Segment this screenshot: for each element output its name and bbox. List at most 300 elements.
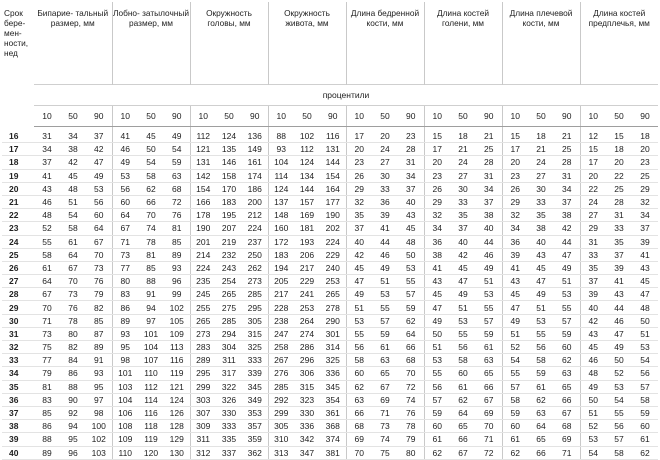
value-cell: 41: [34, 169, 60, 182]
value-cell: 79: [398, 433, 424, 446]
value-cell: 57: [502, 380, 528, 393]
value-cell: 207: [216, 222, 242, 235]
week-cell: 17: [2, 143, 34, 156]
value-cell: 34: [424, 222, 450, 235]
value-cell: 37: [346, 222, 372, 235]
value-cell: 45: [138, 127, 164, 143]
value-cell: 110: [112, 446, 138, 459]
value-cell: 96: [60, 446, 86, 459]
value-cell: 26: [502, 182, 528, 195]
value-cell: 105: [164, 314, 190, 327]
value-cell: 20: [580, 169, 606, 182]
value-cell: 18: [632, 127, 658, 143]
value-cell: 31: [476, 169, 502, 182]
value-cell: 229: [294, 275, 320, 288]
value-cell: 43: [502, 275, 528, 288]
value-cell: 118: [138, 420, 164, 433]
value-cell: 264: [294, 314, 320, 327]
value-cell: 41: [112, 127, 138, 143]
value-cell: 193: [294, 235, 320, 248]
value-cell: 24: [528, 156, 554, 169]
value-cell: 18: [528, 127, 554, 143]
value-cell: 112: [294, 143, 320, 156]
value-cell: 129: [164, 433, 190, 446]
value-cell: 70: [60, 275, 86, 288]
value-cell: 65: [554, 380, 580, 393]
value-cell: 35: [346, 209, 372, 222]
value-cell: 73: [34, 327, 60, 340]
value-cell: 18: [450, 127, 476, 143]
value-cell: 64: [450, 406, 476, 419]
value-cell: 68: [164, 182, 190, 195]
value-cell: 51: [346, 301, 372, 314]
percentile-label: 90: [86, 106, 112, 127]
value-cell: 63: [372, 354, 398, 367]
value-cell: 53: [554, 288, 580, 301]
value-cell: 69: [372, 393, 398, 406]
value-cell: 67: [86, 235, 112, 248]
value-cell: 47: [528, 275, 554, 288]
value-cell: 32: [346, 195, 372, 208]
value-cell: 59: [476, 327, 502, 340]
value-cell: 60: [554, 341, 580, 354]
value-cell: 333: [216, 420, 242, 433]
value-cell: 59: [528, 367, 554, 380]
value-cell: 18: [606, 143, 632, 156]
value-cell: 65: [476, 367, 502, 380]
value-cell: 51: [424, 341, 450, 354]
value-cell: 119: [138, 433, 164, 446]
value-cell: 285: [216, 314, 242, 327]
value-cell: 45: [60, 169, 86, 182]
value-cell: 66: [138, 195, 164, 208]
value-cell: 294: [216, 327, 242, 340]
value-cell: 88: [138, 275, 164, 288]
value-cell: 79: [86, 288, 112, 301]
value-cell: 323: [294, 393, 320, 406]
week-cell: 31: [2, 327, 34, 340]
value-cell: 255: [190, 301, 216, 314]
value-cell: 292: [268, 393, 294, 406]
value-cell: 91: [86, 354, 112, 367]
week-cell: 40: [2, 446, 34, 459]
week-cell: 34: [2, 367, 34, 380]
value-cell: 39: [580, 288, 606, 301]
value-cell: 40: [346, 235, 372, 248]
value-cell: 59: [502, 406, 528, 419]
value-cell: 61: [502, 433, 528, 446]
value-cell: 56: [346, 341, 372, 354]
value-cell: 158: [216, 169, 242, 182]
value-cell: 54: [606, 393, 632, 406]
value-cell: 42: [554, 222, 580, 235]
value-cell: 160: [268, 222, 294, 235]
value-cell: 131: [190, 156, 216, 169]
value-cell: 88: [34, 433, 60, 446]
value-cell: 24: [372, 143, 398, 156]
value-cell: 84: [60, 354, 86, 367]
value-cell: 30: [372, 169, 398, 182]
table-row: [2, 143, 658, 156]
value-cell: 275: [216, 301, 242, 314]
value-cell: 81: [138, 248, 164, 261]
value-cell: 94: [138, 301, 164, 314]
value-cell: 57: [372, 314, 398, 327]
value-cell: 104: [112, 393, 138, 406]
value-cell: 28: [398, 143, 424, 156]
value-cell: 21: [528, 143, 554, 156]
value-cell: 70: [398, 367, 424, 380]
value-cell: 95: [112, 341, 138, 354]
value-cell: 39: [502, 248, 528, 261]
value-cell: 342: [294, 433, 320, 446]
value-cell: 51: [476, 275, 502, 288]
value-cell: 37: [398, 182, 424, 195]
value-cell: 50: [632, 314, 658, 327]
value-cell: 76: [398, 406, 424, 419]
value-cell: 36: [372, 195, 398, 208]
value-cell: 21: [554, 127, 580, 143]
value-cell: 70: [346, 446, 372, 459]
value-cell: 310: [268, 433, 294, 446]
value-cell: 102: [86, 433, 112, 446]
value-cell: 43: [424, 275, 450, 288]
value-cell: 53: [580, 433, 606, 446]
value-cell: 262: [242, 261, 268, 274]
value-cell: 35: [606, 235, 632, 248]
value-cell: 25: [554, 143, 580, 156]
value-cell: 170: [216, 182, 242, 195]
value-cell: 54: [138, 156, 164, 169]
value-cell: 21: [450, 143, 476, 156]
value-cell: 119: [164, 367, 190, 380]
value-cell: 206: [294, 248, 320, 261]
value-cell: 47: [86, 156, 112, 169]
value-cell: 330: [294, 406, 320, 419]
value-cell: 61: [372, 341, 398, 354]
value-cell: 42: [60, 156, 86, 169]
value-cell: 53: [112, 169, 138, 182]
value-cell: 58: [632, 393, 658, 406]
value-cell: 232: [216, 248, 242, 261]
value-cell: 273: [190, 327, 216, 340]
value-cell: 214: [190, 248, 216, 261]
value-cell: 40: [476, 222, 502, 235]
value-cell: 116: [320, 127, 346, 143]
percentile-label: 50: [372, 106, 398, 127]
value-cell: 51: [502, 327, 528, 340]
value-cell: 258: [268, 341, 294, 354]
value-cell: 20: [502, 156, 528, 169]
column-header: Длина костей предплечья, мм: [580, 2, 658, 85]
week-cell: 35: [2, 380, 34, 393]
value-cell: 59: [372, 327, 398, 340]
value-cell: 55: [606, 406, 632, 419]
value-cell: 80: [112, 275, 138, 288]
value-cell: 89: [112, 314, 138, 327]
value-cell: 69: [476, 406, 502, 419]
value-cell: 104: [268, 156, 294, 169]
value-cell: 37: [606, 248, 632, 261]
column-header: Длина бедренной кости, мм: [346, 2, 424, 85]
value-cell: 63: [164, 169, 190, 182]
value-cell: 83: [112, 288, 138, 301]
value-cell: 15: [606, 127, 632, 143]
value-cell: 37: [450, 222, 476, 235]
value-cell: 63: [528, 406, 554, 419]
value-cell: 116: [138, 406, 164, 419]
value-cell: 24: [580, 195, 606, 208]
value-cell: 64: [86, 222, 112, 235]
value-cell: 43: [528, 248, 554, 261]
table-row: [2, 327, 658, 340]
value-cell: 82: [86, 301, 112, 314]
value-cell: 304: [216, 341, 242, 354]
column-header: Окружность живота, мм: [268, 2, 346, 85]
value-cell: 55: [424, 367, 450, 380]
column-headers: [2, 2, 658, 85]
value-cell: 53: [632, 341, 658, 354]
value-cell: 41: [502, 261, 528, 274]
value-cell: 94: [60, 420, 86, 433]
value-cell: 54: [502, 354, 528, 367]
week-cell: 33: [2, 354, 34, 367]
percentile-label: 90: [242, 106, 268, 127]
value-cell: 62: [398, 314, 424, 327]
value-cell: 58: [606, 446, 632, 459]
value-cell: 80: [398, 446, 424, 459]
value-cell: 103: [86, 446, 112, 459]
value-cell: 339: [242, 367, 268, 380]
value-cell: 12: [580, 127, 606, 143]
value-cell: 190: [190, 222, 216, 235]
value-cell: 349: [242, 393, 268, 406]
value-cell: 17: [502, 143, 528, 156]
value-cell: 59: [632, 406, 658, 419]
value-cell: 381: [320, 446, 346, 459]
value-cell: 28: [606, 195, 632, 208]
value-cell: 131: [320, 143, 346, 156]
value-cell: 336: [320, 367, 346, 380]
value-cell: 128: [164, 420, 190, 433]
value-cell: 81: [34, 380, 60, 393]
value-cell: 50: [606, 354, 632, 367]
value-cell: 49: [606, 341, 632, 354]
value-cell: 103: [112, 380, 138, 393]
value-cell: 144: [294, 182, 320, 195]
value-cell: 60: [632, 420, 658, 433]
value-cell: 112: [138, 380, 164, 393]
value-cell: 71: [372, 406, 398, 419]
table-row: [2, 420, 658, 433]
percentile-label: 90: [476, 106, 502, 127]
value-cell: 40: [580, 301, 606, 314]
value-cell: 59: [398, 301, 424, 314]
value-cell: 27: [580, 209, 606, 222]
value-cell: 70: [86, 248, 112, 261]
value-cell: 58: [346, 354, 372, 367]
value-cell: 47: [554, 248, 580, 261]
value-cell: 58: [502, 393, 528, 406]
value-cell: 76: [86, 275, 112, 288]
value-cell: 166: [190, 195, 216, 208]
value-cell: 374: [320, 433, 346, 446]
value-cell: 250: [242, 248, 268, 261]
value-cell: 69: [554, 433, 580, 446]
value-cell: 88: [268, 127, 294, 143]
value-cell: 121: [164, 380, 190, 393]
value-cell: 60: [86, 209, 112, 222]
value-cell: 20: [632, 143, 658, 156]
value-cell: 30: [528, 182, 554, 195]
value-cell: 15: [424, 127, 450, 143]
table-row: [2, 367, 658, 380]
percentile-label: 10: [34, 106, 60, 127]
value-cell: 61: [476, 341, 502, 354]
value-cell: 177: [320, 195, 346, 208]
week-cell: 19: [2, 169, 34, 182]
value-cell: 57: [424, 393, 450, 406]
value-cell: 55: [554, 301, 580, 314]
value-cell: 15: [580, 143, 606, 156]
value-cell: 46: [34, 195, 60, 208]
value-cell: 183: [216, 195, 242, 208]
value-cell: 55: [450, 327, 476, 340]
value-cell: 101: [112, 367, 138, 380]
table-row: [2, 195, 658, 208]
value-cell: 58: [528, 354, 554, 367]
value-cell: 73: [60, 288, 86, 301]
value-cell: 67: [112, 222, 138, 235]
value-cell: 26: [424, 182, 450, 195]
value-cell: 67: [60, 261, 86, 274]
value-cell: 46: [580, 354, 606, 367]
value-cell: 49: [502, 314, 528, 327]
value-cell: 23: [632, 156, 658, 169]
value-cell: 47: [632, 288, 658, 301]
value-cell: 33: [450, 195, 476, 208]
value-cell: 144: [320, 156, 346, 169]
value-cell: 274: [294, 327, 320, 340]
value-cell: 50: [424, 327, 450, 340]
value-cell: 35: [450, 209, 476, 222]
value-cell: 41: [632, 248, 658, 261]
value-cell: 57: [632, 380, 658, 393]
value-cell: 48: [632, 301, 658, 314]
value-cell: 116: [164, 354, 190, 367]
value-cell: 124: [294, 156, 320, 169]
value-cell: 322: [216, 380, 242, 393]
week-cell: 39: [2, 433, 34, 446]
percentile-label: 50: [60, 106, 86, 127]
value-cell: 70: [476, 420, 502, 433]
table-row: [2, 182, 658, 195]
value-cell: 72: [476, 446, 502, 459]
value-cell: 326: [216, 393, 242, 406]
value-cell: 46: [606, 314, 632, 327]
value-cell: 305: [268, 420, 294, 433]
value-cell: 52: [34, 222, 60, 235]
value-cell: 56: [632, 367, 658, 380]
value-cell: 67: [476, 393, 502, 406]
value-cell: 104: [138, 341, 164, 354]
value-cell: 45: [632, 275, 658, 288]
value-cell: 362: [242, 446, 268, 459]
value-cell: 238: [268, 314, 294, 327]
value-cell: 38: [476, 209, 502, 222]
value-cell: 39: [632, 235, 658, 248]
value-cell: 89: [86, 341, 112, 354]
week-header: Срок бере- мен- ности, нед: [4, 8, 29, 58]
value-cell: 98: [112, 354, 138, 367]
value-cell: 38: [60, 143, 86, 156]
value-cell: 55: [528, 327, 554, 340]
week-cell: 23: [2, 222, 34, 235]
value-cell: 62: [632, 446, 658, 459]
value-cell: 17: [424, 143, 450, 156]
value-cell: 219: [216, 235, 242, 248]
table-row: [2, 288, 658, 301]
value-cell: 253: [320, 275, 346, 288]
percentile-label: 50: [216, 106, 242, 127]
value-cell: 174: [242, 169, 268, 182]
value-cell: 202: [320, 222, 346, 235]
value-cell: 99: [164, 288, 190, 301]
value-cell: 347: [294, 446, 320, 459]
value-cell: 22: [580, 182, 606, 195]
value-cell: 245: [190, 288, 216, 301]
value-cell: 57: [606, 433, 632, 446]
value-cell: 40: [398, 195, 424, 208]
percentiles-label: процентили: [34, 85, 658, 106]
value-cell: 53: [528, 314, 554, 327]
value-cell: 81: [164, 222, 190, 235]
value-cell: 55: [398, 275, 424, 288]
value-cell: 22: [606, 169, 632, 182]
week-cell: 24: [2, 235, 34, 248]
value-cell: 48: [398, 235, 424, 248]
value-cell: 296: [294, 354, 320, 367]
value-cell: 50: [580, 393, 606, 406]
value-cell: 34: [554, 182, 580, 195]
value-cell: 85: [164, 235, 190, 248]
value-cell: 330: [216, 406, 242, 419]
value-cell: 44: [476, 235, 502, 248]
value-cell: 333: [242, 354, 268, 367]
value-cell: 42: [450, 248, 476, 261]
value-cell: 63: [476, 354, 502, 367]
value-cell: 224: [320, 235, 346, 248]
value-cell: 55: [346, 327, 372, 340]
value-cell: 295: [242, 301, 268, 314]
value-cell: 136: [242, 127, 268, 143]
value-cell: 36: [502, 235, 528, 248]
percentile-label: 90: [398, 106, 424, 127]
value-cell: 31: [606, 209, 632, 222]
percentile-label: 10: [424, 106, 450, 127]
value-cell: 49: [346, 288, 372, 301]
value-cell: 42: [580, 314, 606, 327]
value-cell: 311: [216, 354, 242, 367]
value-cell: 71: [554, 446, 580, 459]
value-cell: 33: [580, 248, 606, 261]
value-cell: 33: [606, 222, 632, 235]
value-cell: 40: [450, 235, 476, 248]
table-row: [2, 433, 658, 446]
value-cell: 49: [476, 261, 502, 274]
value-cell: 31: [554, 169, 580, 182]
value-cell: 74: [398, 393, 424, 406]
